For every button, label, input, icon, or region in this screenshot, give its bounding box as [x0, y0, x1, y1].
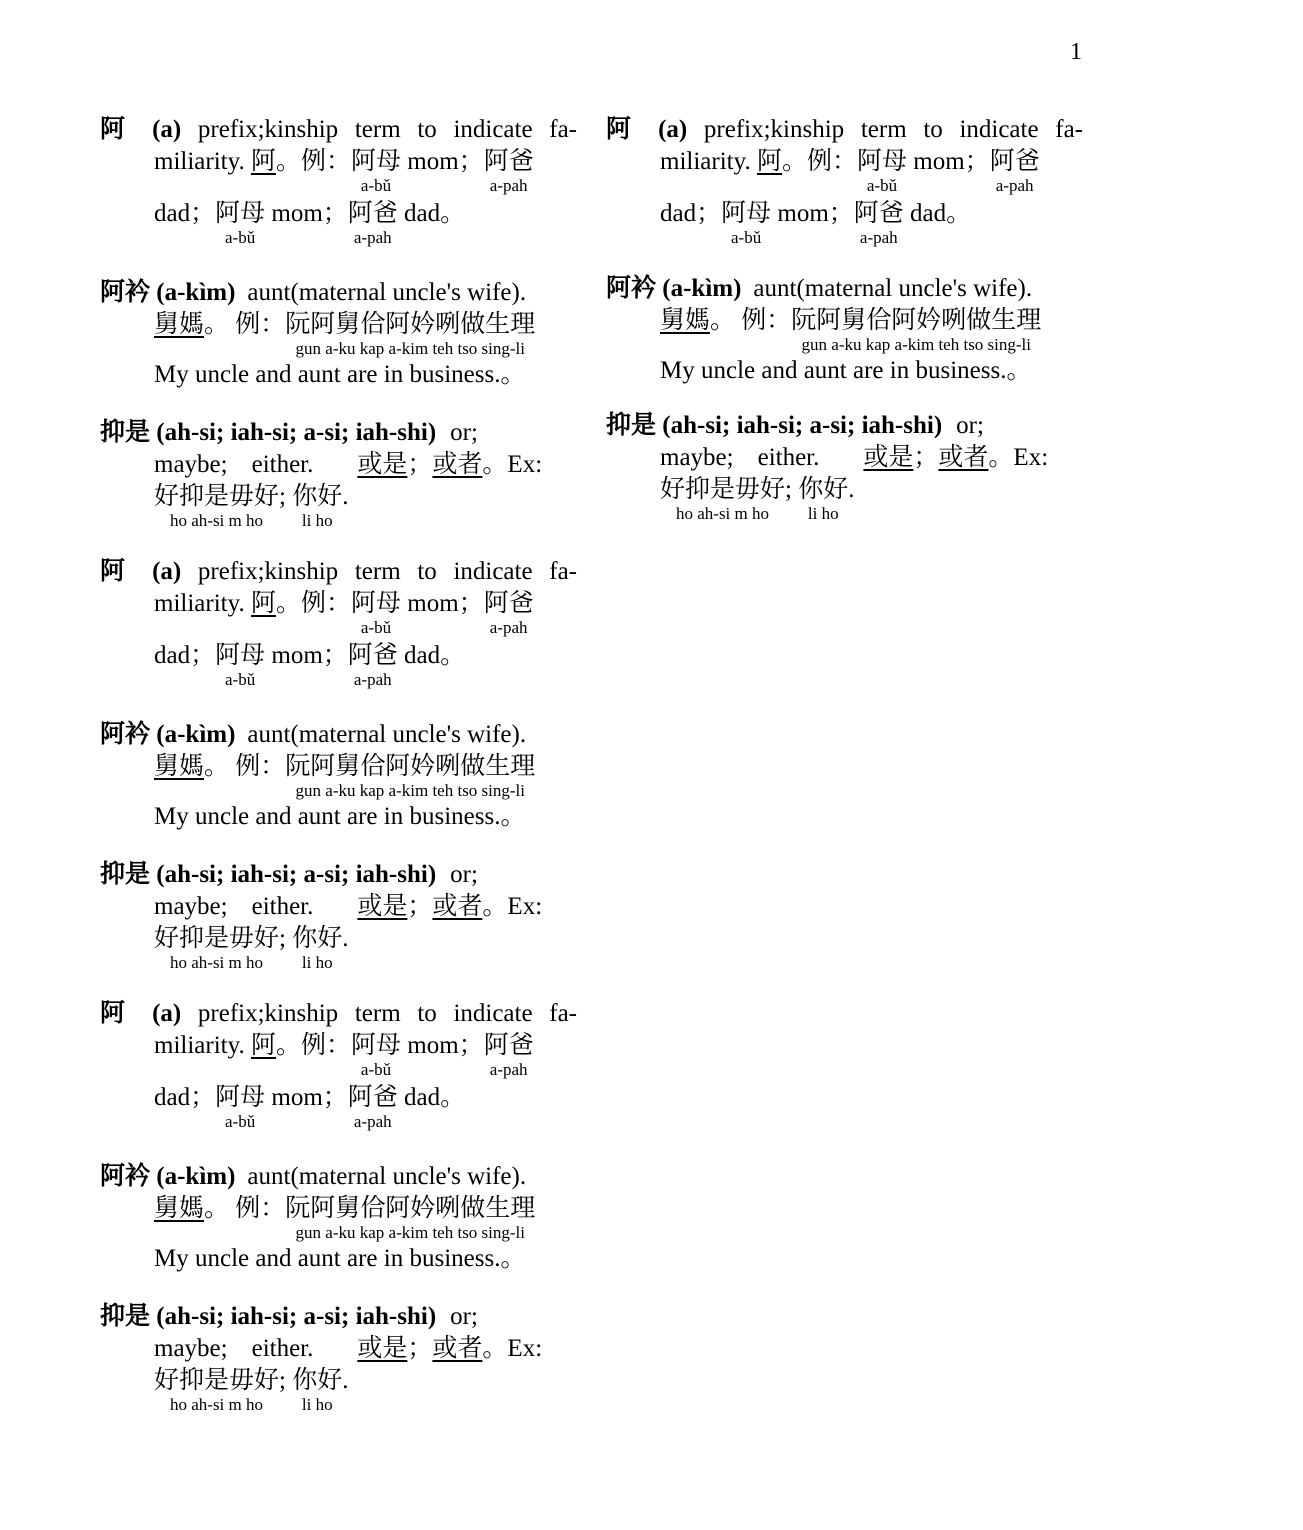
- ruby-example-2: [798, 475, 849, 523]
- headword: 阿: [100, 558, 136, 585]
- ruby-apah: [347, 1083, 398, 1131]
- entry-line-3: [154, 924, 349, 972]
- hanzi-text: 阿爸: [347, 1084, 398, 1111]
- ruby-apah: [483, 147, 534, 195]
- entry-line-2: [154, 1334, 542, 1364]
- ruby-abu: [215, 199, 266, 247]
- pronunciation: (a-kìm): [156, 721, 236, 748]
- pronunciation: (a): [152, 116, 182, 143]
- translation-text: My uncle and aunt are in business.。: [154, 1245, 526, 1272]
- definition-text: aunt(maternal uncle's wife).: [247, 279, 527, 306]
- gloss-text: dad。: [404, 642, 466, 669]
- example-lead: 。 例：: [710, 307, 792, 334]
- hanzi-text: 你好: [292, 483, 343, 510]
- separator: .: [848, 476, 855, 503]
- pronunciation: (a): [152, 558, 182, 585]
- gloss-text: mom；: [407, 590, 484, 617]
- cross-reference: 或是: [863, 444, 914, 471]
- romanization-text: ho ah-si m ho: [169, 1395, 264, 1414]
- ruby-apah: [347, 641, 398, 689]
- definition-text: maybe;: [154, 451, 228, 478]
- romanization-text: a-pah: [353, 228, 392, 247]
- definition-text: either.: [757, 444, 820, 471]
- entry-line-3: [660, 199, 972, 247]
- example-lead: 。Ex:: [988, 444, 1049, 471]
- definition-text: miliarity.: [154, 148, 245, 175]
- entry-line-2: [660, 147, 1040, 195]
- gloss-text: dad；: [660, 200, 722, 227]
- definition-text: aunt(maternal uncle's wife).: [753, 275, 1033, 302]
- hanzi-text: 好抑是毋好: [154, 925, 280, 952]
- romanization-text: a-bǔ: [225, 228, 256, 247]
- romanization-text: a-bǔ: [360, 618, 392, 637]
- example-lead: 。 例：: [204, 311, 286, 338]
- translation-text: My uncle and aunt are in business.。: [154, 361, 526, 388]
- hanzi-text: 阮阿舅佮阿妗咧做生理: [791, 307, 1042, 334]
- hanzi-text: 阿母: [351, 1032, 402, 1059]
- cross-reference: 或者: [432, 893, 483, 920]
- gloss-text: mom；: [271, 642, 348, 669]
- headword: 阿衿: [100, 279, 151, 306]
- gloss-text: mom；: [913, 148, 990, 175]
- ruby-example-1: [660, 475, 786, 523]
- hanzi-text: 阿爸: [483, 1032, 534, 1059]
- entry-line-1: [606, 411, 1083, 441]
- separator: ；: [407, 893, 433, 920]
- pronunciation: (a-kìm): [156, 1163, 236, 1190]
- ruby-example: [791, 306, 1042, 354]
- entry-line-3: [154, 482, 349, 530]
- ruby-example-2: [292, 482, 343, 530]
- ruby-apah: [853, 199, 904, 247]
- cross-reference: 或是: [357, 893, 408, 920]
- romanization-text: a-pah: [489, 1060, 528, 1079]
- entry-line-1: [100, 1162, 577, 1192]
- hanzi-text: 阮阿舅佮阿妗咧做生理: [285, 1195, 536, 1222]
- ruby-example-1: [154, 1366, 280, 1414]
- cross-reference: 阿: [250, 590, 276, 617]
- pronunciation: (ah-si; iah-si; a-si; iah-shi): [662, 412, 943, 439]
- entry-line-2: [154, 1194, 536, 1242]
- cross-reference: 或者: [432, 1335, 483, 1362]
- ruby-abu: [351, 589, 402, 637]
- romanization-text: a-pah: [489, 618, 528, 637]
- cross-reference: 舅媽: [154, 1195, 205, 1222]
- gloss-text: dad。: [404, 1084, 466, 1111]
- ruby-example: [285, 752, 536, 800]
- pronunciation: (a-kìm): [156, 279, 236, 306]
- gloss-text: dad；: [154, 200, 216, 227]
- example-lead: 。例：: [276, 148, 352, 175]
- headword: 阿: [606, 116, 642, 143]
- hanzi-text: 阿母: [721, 200, 772, 227]
- romanization-text: a-pah: [353, 670, 392, 689]
- definition-text: aunt(maternal uncle's wife).: [247, 1163, 527, 1190]
- romanization-text: gun a-ku kap a-kim teh tso sing-li: [295, 1223, 526, 1242]
- gloss-text: dad；: [154, 642, 216, 669]
- romanization-text: li ho: [301, 1395, 333, 1414]
- entry-line-2: [154, 450, 542, 480]
- definition-text: or;: [450, 419, 478, 446]
- cross-reference: 舅媽: [660, 307, 711, 334]
- ruby-apah: [483, 1031, 534, 1079]
- gloss-text: mom；: [271, 1084, 348, 1111]
- definition-text: maybe;: [154, 1335, 228, 1362]
- definition-text: or;: [956, 412, 984, 439]
- hanzi-text: 阿爸: [483, 148, 534, 175]
- headword: 阿: [100, 116, 136, 143]
- separator: ;: [785, 476, 799, 503]
- romanization-text: gun a-ku kap a-kim teh tso sing-li: [295, 781, 526, 800]
- ruby-example-2: [292, 1366, 343, 1414]
- ruby-apah: [989, 147, 1040, 195]
- hanzi-text: 阿母: [215, 642, 266, 669]
- hanzi-text: 阮阿舅佮阿妗咧做生理: [285, 311, 536, 338]
- entry-line-3: [154, 199, 466, 247]
- ruby-abu: [721, 199, 772, 247]
- ruby-abu: [351, 147, 402, 195]
- hanzi-text: 阿母: [351, 590, 402, 617]
- entry-line-3: [154, 1244, 525, 1274]
- ruby-example-1: [154, 924, 280, 972]
- entry-line-1: [100, 1302, 577, 1332]
- gloss-text: mom；: [271, 200, 348, 227]
- translation-text: My uncle and aunt are in business.。: [660, 357, 1032, 384]
- romanization-text: a-bǔ: [225, 1112, 256, 1131]
- separator: .: [342, 483, 349, 510]
- hanzi-text: 好抑是毋好: [154, 483, 280, 510]
- entry-line-2: [154, 752, 536, 800]
- cross-reference: 舅媽: [154, 311, 205, 338]
- ruby-example: [285, 310, 536, 358]
- ruby-example-1: [154, 482, 280, 530]
- romanization-text: a-bǔ: [360, 1060, 392, 1079]
- hanzi-text: 你好: [798, 476, 849, 503]
- entry-line-3: [154, 1083, 466, 1131]
- cross-reference: 舅媽: [154, 753, 205, 780]
- definition-text: maybe;: [660, 444, 734, 471]
- entry-line-1: [100, 860, 577, 890]
- definition-text: or;: [450, 861, 478, 888]
- hanzi-text: 阿爸: [989, 148, 1040, 175]
- separator: ；: [407, 451, 433, 478]
- example-lead: 。Ex:: [482, 451, 543, 478]
- ruby-abu: [857, 147, 908, 195]
- headword: 阿衿: [606, 275, 657, 302]
- entry-line-1: [100, 418, 577, 448]
- romanization-text: ho ah-si m ho: [169, 953, 264, 972]
- example-lead: 。例：: [276, 590, 352, 617]
- entry-line-1: [100, 278, 577, 308]
- headword: 抑是: [100, 419, 151, 446]
- ruby-example: [285, 1194, 536, 1242]
- romanization-text: gun a-ku kap a-kim teh tso sing-li: [295, 339, 526, 358]
- definition-text: prefix;kinship term to indicate fa-: [197, 1000, 577, 1027]
- hanzi-text: 阿爸: [483, 590, 534, 617]
- definition-text: prefix;kinship term to indicate fa-: [197, 558, 577, 585]
- translation-text: My uncle and aunt are in business.。: [154, 803, 526, 830]
- pronunciation: (a-kìm): [662, 275, 742, 302]
- cross-reference: 阿: [756, 148, 782, 175]
- gloss-text: mom；: [407, 1032, 484, 1059]
- entry-line-1: [606, 274, 1083, 304]
- definition-text: miliarity.: [154, 1032, 245, 1059]
- cross-reference: 或者: [432, 451, 483, 478]
- entry-line-1: [100, 720, 577, 750]
- headword: 抑是: [100, 1303, 151, 1330]
- romanization-text: ho ah-si m ho: [169, 511, 264, 530]
- definition-text: maybe;: [154, 893, 228, 920]
- entry-line-3: [154, 1366, 349, 1414]
- entry-line-2: [154, 1031, 534, 1079]
- ruby-example-2: [292, 924, 343, 972]
- pronunciation: (ah-si; iah-si; a-si; iah-shi): [156, 419, 437, 446]
- definition-text: aunt(maternal uncle's wife).: [247, 721, 527, 748]
- definition-text: or;: [450, 1303, 478, 1330]
- entry-line-3: [154, 802, 525, 832]
- romanization-text: li ho: [807, 504, 839, 523]
- entry-line-1: [100, 115, 577, 145]
- entry-line-1: [100, 557, 577, 587]
- hanzi-text: 阿爸: [347, 642, 398, 669]
- romanization-text: a-pah: [489, 176, 528, 195]
- gloss-text: dad。: [404, 200, 466, 227]
- definition-text: miliarity.: [660, 148, 751, 175]
- ruby-apah: [483, 589, 534, 637]
- pronunciation: (a): [658, 116, 688, 143]
- cross-reference: 阿: [250, 1032, 276, 1059]
- romanization-text: li ho: [301, 953, 333, 972]
- example-lead: 。 例：: [204, 1195, 286, 1222]
- hanzi-text: 阿母: [215, 1084, 266, 1111]
- hanzi-text: 阿母: [857, 148, 908, 175]
- definition-text: either.: [251, 451, 314, 478]
- entry-line-2: [154, 310, 536, 358]
- gloss-text: mom；: [407, 148, 484, 175]
- hanzi-text: 你好: [292, 1367, 343, 1394]
- hanzi-text: 阿爸: [347, 200, 398, 227]
- hanzi-text: 好抑是毋好: [154, 1367, 280, 1394]
- romanization-text: a-pah: [995, 176, 1034, 195]
- cross-reference: 或是: [357, 1335, 408, 1362]
- romanization-text: li ho: [301, 511, 333, 530]
- entry-line-2: [660, 443, 1048, 473]
- gloss-text: dad；: [154, 1084, 216, 1111]
- romanization-text: a-bǔ: [731, 228, 762, 247]
- entry-line-3: [660, 356, 1031, 386]
- entry-line-2: [154, 147, 534, 195]
- example-lead: 。例：: [782, 148, 858, 175]
- example-lead: 。Ex:: [482, 893, 543, 920]
- separator: .: [342, 1367, 349, 1394]
- headword: 阿: [100, 1000, 136, 1027]
- hanzi-text: 阿爸: [853, 200, 904, 227]
- headword: 抑是: [100, 861, 151, 888]
- headword: 阿衿: [100, 1163, 151, 1190]
- romanization-text: ho ah-si m ho: [675, 504, 770, 523]
- ruby-abu: [215, 1083, 266, 1131]
- cross-reference: 或是: [357, 451, 408, 478]
- romanization-text: a-bǔ: [225, 670, 256, 689]
- hanzi-text: 阿母: [351, 148, 402, 175]
- definition-text: miliarity.: [154, 590, 245, 617]
- cross-reference: 或者: [938, 444, 989, 471]
- headword: 抑是: [606, 412, 657, 439]
- entry-line-2: [154, 892, 542, 922]
- romanization-text: gun a-ku kap a-kim teh tso sing-li: [801, 335, 1032, 354]
- gloss-text: mom；: [777, 200, 854, 227]
- separator: .: [342, 925, 349, 952]
- romanization-text: a-bǔ: [866, 176, 898, 195]
- pronunciation: (ah-si; iah-si; a-si; iah-shi): [156, 1303, 437, 1330]
- definition-text: prefix;kinship term to indicate fa-: [703, 116, 1083, 143]
- entry-line-2: [660, 306, 1042, 354]
- ruby-apah: [347, 199, 398, 247]
- hanzi-text: 阿母: [215, 200, 266, 227]
- romanization-text: a-pah: [353, 1112, 392, 1131]
- entry-line-3: [154, 641, 466, 689]
- hanzi-text: 好抑是毋好: [660, 476, 786, 503]
- entry-line-3: [660, 475, 855, 523]
- definition-text: prefix;kinship term to indicate fa-: [197, 116, 577, 143]
- pronunciation: (ah-si; iah-si; a-si; iah-shi): [156, 861, 437, 888]
- pronunciation: (a): [152, 1000, 182, 1027]
- example-lead: 。例：: [276, 1032, 352, 1059]
- romanization-text: a-pah: [859, 228, 898, 247]
- entry-line-1: [100, 999, 577, 1029]
- ruby-abu: [215, 641, 266, 689]
- separator: ;: [279, 925, 293, 952]
- gloss-text: dad。: [910, 200, 972, 227]
- definition-text: either.: [251, 893, 314, 920]
- hanzi-text: 你好: [292, 925, 343, 952]
- headword: 阿衿: [100, 721, 151, 748]
- entry-line-2: [154, 589, 534, 637]
- page-number: 1: [1070, 39, 1082, 65]
- romanization-text: a-bǔ: [360, 176, 392, 195]
- example-lead: 。Ex:: [482, 1335, 543, 1362]
- example-lead: 。 例：: [204, 753, 286, 780]
- ruby-abu: [351, 1031, 402, 1079]
- separator: ;: [279, 483, 293, 510]
- entry-line-3: [154, 360, 525, 390]
- separator: ；: [913, 444, 939, 471]
- separator: ;: [279, 1367, 293, 1394]
- definition-text: either.: [251, 1335, 314, 1362]
- hanzi-text: 阮阿舅佮阿妗咧做生理: [285, 753, 536, 780]
- separator: ；: [407, 1335, 433, 1362]
- entry-line-1: [606, 115, 1083, 145]
- cross-reference: 阿: [250, 148, 276, 175]
